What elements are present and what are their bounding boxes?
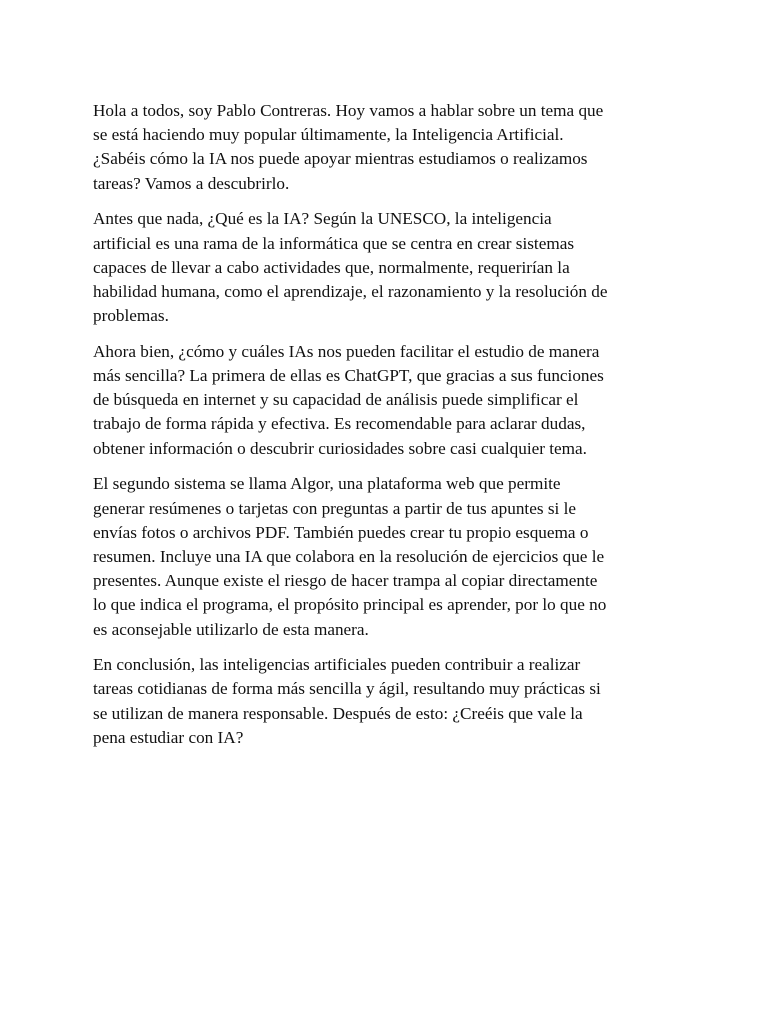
text-line: resumen. Incluye una IA que colabora en la resolución de ejercicios que le bbox=[93, 546, 605, 566]
text-line: En conclusión, las inteligencias artificiales pueden contribuir a realizar bbox=[93, 655, 581, 675]
text-line: Antes que nada, ¿Qué es la IA? Según la UNESCO, la inteligencia bbox=[93, 209, 552, 229]
text-line: envías fotos o archivos PDF. También puedes crear tu propio esquema o bbox=[93, 522, 589, 542]
text-line: El segundo sistema se llama Algor, una plataforma web que permite bbox=[93, 474, 561, 494]
text-line: tareas cotidianas de forma más sencilla y ágil, resultando muy prácticas si bbox=[93, 679, 601, 699]
text-line: artificial es una rama de la informática que se centra en crear sistemas bbox=[93, 233, 575, 253]
text-line: obtener información o descubrir curiosidades sobre casi cualquier tema. bbox=[93, 438, 587, 458]
text-line: se está haciendo muy popular últimamente, la Inteligencia Artificial. bbox=[93, 125, 564, 145]
document-page bbox=[93, 99, 683, 762]
text-line: Ahora bien, ¿cómo y cuáles IAs nos pueden facilitar el estudio de manera bbox=[93, 341, 600, 361]
text-line: capaces de llevar a cabo actividades que, normalmente, requerirían la bbox=[93, 257, 570, 277]
text-line: de búsqueda en internet y su capacidad de análisis puede simplificar el bbox=[93, 390, 579, 410]
text-line: presentes. Aunque existe el riesgo de hacer trampa al copiar directamente bbox=[93, 571, 598, 591]
text-line: es aconsejable utilizarlo de esta manera. bbox=[93, 619, 369, 639]
text-line: tareas? Vamos a descubrirlo. bbox=[93, 173, 290, 193]
text-line: habilidad humana, como el aprendizaje, el razonamiento y la resolución de bbox=[93, 281, 608, 301]
paragraph-definition bbox=[93, 207, 683, 328]
text-line: ¿Sabéis cómo la IA nos puede apoyar mientras estudiamos o realizamos bbox=[93, 149, 588, 169]
text-line: más sencilla? La primera de ellas es ChatGPT, que gracias a sus funciones bbox=[93, 366, 604, 386]
paragraph-algor bbox=[93, 472, 683, 641]
text-line: pena estudiar con IA? bbox=[93, 727, 244, 747]
text-line: problemas. bbox=[93, 306, 169, 326]
text-line: generar resúmenes o tarjetas con preguntas a partir de tus apuntes si le bbox=[93, 498, 576, 518]
text-line: Hola a todos, soy Pablo Contreras. Hoy vamos a hablar sobre un tema que bbox=[93, 101, 604, 120]
paragraph-chatgpt bbox=[93, 340, 683, 461]
paragraph-conclusion bbox=[93, 653, 683, 750]
text-line: se utilizan de manera responsable. Después de esto: ¿Creéis que vale la bbox=[93, 703, 583, 723]
text-line: lo que indica el programa, el propósito principal es aprender, por lo que no bbox=[93, 595, 607, 615]
text-line: trabajo de forma rápida y efectiva. Es recomendable para aclarar dudas, bbox=[93, 414, 586, 434]
paragraph-introduction bbox=[93, 99, 683, 196]
